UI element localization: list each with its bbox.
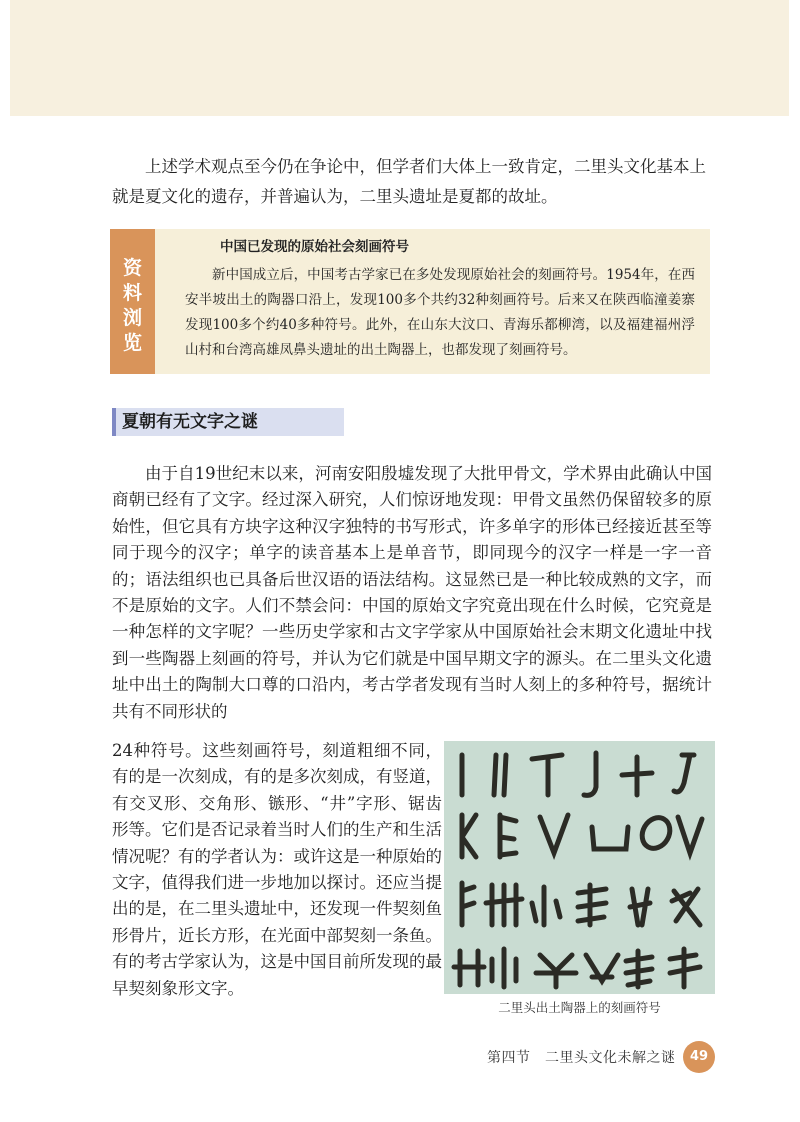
reference-box-tab-label — [119, 256, 146, 356]
figure-caption: 二里头出土陶器上的刻画符号 — [498, 1000, 661, 1015]
reference-box — [110, 229, 710, 374]
footer-section-label: 第四节 二里头文化未解之谜 — [487, 1050, 676, 1066]
section-heading: 夏朝有无文字之谜 — [112, 408, 344, 436]
pottery-symbols-figure — [444, 741, 715, 994]
continued-paragraph: 24种符号。这些刻画符号，刻道粗细不同，有的是一次刻成，有的是多次刻成，有竖道，有交叉形、交角形、镞形、“井”字形、锯齿形等。它们是否记录着当时人们的生产和生活情况呢？有的学者认为：或许这是一种原始的文字，值得我们进一步地加以探讨。还应当提出的是，在二里头遗址中，还发现一件契刻鱼形骨片，近长方形，在光面中部契刻一条鱼。有的考古学家认为，这是中国目前所发现的最早契刻象形文字。 — [112, 741, 442, 998]
pottery-symbols-image — [444, 741, 715, 994]
reference-box-title: 中国已发现的原始社会刻画符号 — [220, 239, 409, 255]
tab-char: 资 — [122, 257, 142, 279]
intro-paragraph: 上述学术观点至今仍在争论中，但学者们大体上一致肯定，二里头文化基本上就是夏文化的遗存，并普遍认为，二里头遗址是夏都的故址。 — [112, 157, 706, 206]
tab-char: 浏 — [122, 307, 142, 329]
tab-char: 览 — [122, 332, 142, 354]
reference-box-tab — [110, 229, 155, 374]
reference-box-body: 新中国成立后，中国考古学家已在多处发现原始社会的刻画符号。1954年，在西安半坡出土的陶器口沿上，发现100多个共约32种刻画符号。后来又在陕西临潼姜寨发现100多个约40多种符号。此外，在山东大汶口、青海乐都柳湾，以及福建福州浮山村和台湾高雄凤鼻头遗址的出土陶器上，也都发现了刻画符号。 — [185, 267, 695, 358]
header-band — [10, 0, 789, 116]
tab-char: 料 — [122, 282, 142, 304]
main-paragraph: 由于自19世纪末以来，河南安阳殷墟发现了大批甲骨文，学术界由此确认中国商朝已经有了文字。经过深入研究，人们惊讶地发现：甲骨文虽然仍保留较多的原始性，但它具有方块字这种汉字独特的书写形式，许多单字的形体已经接近甚至等同于现今的汉字；单字的读音基本上是单音节，即同现今的汉字一样是一字一音的；语法组织也已具备后世汉语的语法结构。这显然已是一种比较成熟的文字，而不是原始的文字。人们不禁会问：中国的原始文字究竟出现在什么时候，它究竟是一种怎样的文字呢？一些历史学家和古文字学家从中国原始社会末期文化遗址中找到一些陶器上刻画的符号，并认为它们就是中国早期文字的源头。在二里头文化遗址中出土的陶制大口尊的口沿内，考古学者发现有当时人刻上的多种符号，据统计共有不同形状的 — [112, 464, 712, 721]
page-number-badge: 49 — [683, 1041, 715, 1073]
